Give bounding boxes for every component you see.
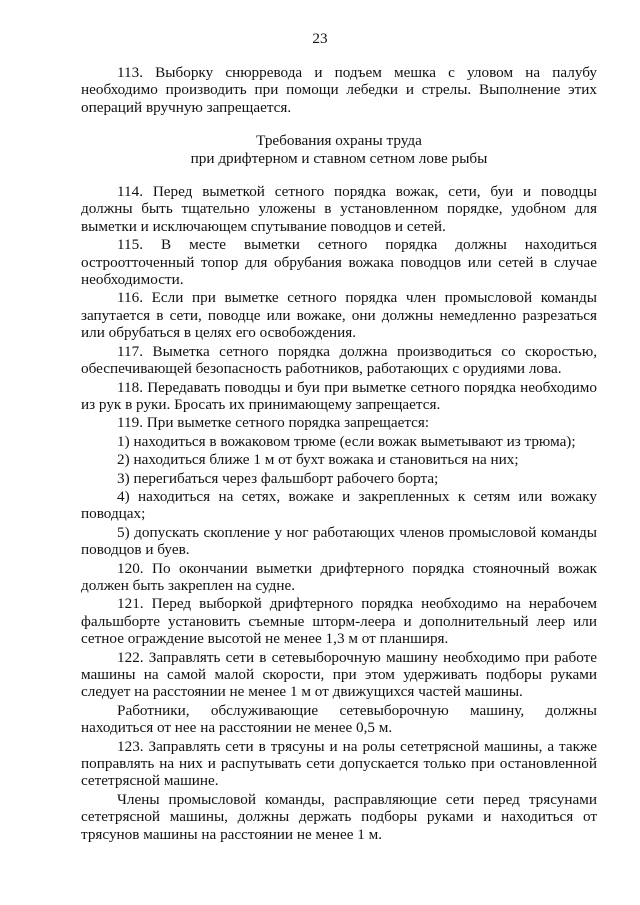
paragraph-123: 123. Заправлять сети в трясуны и на ролы сететрясной машины, а также поправлять на них и распутывать сети допускается только при остановленной сететрясной машине. xyxy=(81,737,597,790)
paragraph-116: 116. Если при выметке сетного порядка член промысловой команды запутается в сети, поводце или вожаке, они должны немедленно разрезаться или обрубаться в целях его освобождения. xyxy=(81,289,597,342)
paragraph-113: 113. Выборку снюрревода и подъем мешка с уловом на палубу необходимо производить при помощи лебедки и стрелы. Выполнение этих операций вручную запрещается. xyxy=(81,64,597,116)
paragraph-117: 117. Выметка сетного порядка должна производиться со скоростью, обеспечивающей безопасность работников, работающих с орудиями лова. xyxy=(81,342,597,378)
heading-line-2: при дрифтерном и ставном сетном лове рыбы xyxy=(190,149,488,167)
section-heading xyxy=(81,132,597,167)
page-number: 23 xyxy=(312,30,328,47)
paragraph-119: 119. При выметке сетного порядка запрещается: xyxy=(117,414,430,432)
list-item-1: 1) находиться в вожаковом трюме (если вожак выметывают из трюма); xyxy=(117,432,576,450)
paragraph-120: 120. По окончании выметки дрифтерного порядка стояночный вожак должен быть закреплен на судне. xyxy=(81,559,597,594)
document-body xyxy=(81,64,597,843)
list-item-5: 5) допускать скопление у ног работающих членов промысловой команды поводцов и буев. xyxy=(81,523,597,559)
paragraph-118: 118. Передавать поводцы и буи при выметке сетного порядка необходимо из рук в руки. Бросать их принимающему запрещается. xyxy=(81,378,597,413)
paragraph-121: 121. Перед выборкой дрифтерного порядка необходимо на нерабочем фальшборте установить съемные шторм-леера и дополнительный леер или сетное ограждение высотой не менее 1,3 м от планширя. xyxy=(81,595,597,648)
paragraph-122: 122. Заправлять сети в сетевыборочную машину необходимо при работе машины на самой малой скорости, при этом удерживать подборы руками следует на расстоянии не менее 1 м от движущихся частей машины. xyxy=(81,648,597,701)
paragraph-115: 115. В месте выметки сетного порядка должны находиться остроотточенный топор для обрубания вожака поводцов или сетей в случае необходимости. xyxy=(81,236,597,289)
paragraph-123-crew: Члены промысловой команды, расправляющие сети перед трясунами сететрясной машины, должны держать подборы руками и находиться от трясунов машины на расстоянии не менее 1 м. xyxy=(81,790,597,843)
heading-line-1: Требования охраны труда xyxy=(256,132,422,150)
paragraph-122-workers: Работники, обслуживающие сетевыборочную машину, должны находиться от нее на расстоянии не менее 0,5 м. xyxy=(81,701,597,737)
list-item-4: 4) находиться на сетях, вожаке и закрепленных к сетям или вожаку поводцах; xyxy=(81,487,597,523)
paragraph-114: 114. Перед выметкой сетного порядка вожак, сети, буи и поводцы должны быть тщательно уложены в установленном порядке, удобном для выметки и исключающем спутывание поводцов и сетей. xyxy=(81,183,597,235)
list-item-3: 3) перегибаться через фальшборт рабочего борта; xyxy=(117,469,439,487)
list-item-2: 2) находиться ближе 1 м от бухт вожака и становиться на них; xyxy=(117,451,519,469)
